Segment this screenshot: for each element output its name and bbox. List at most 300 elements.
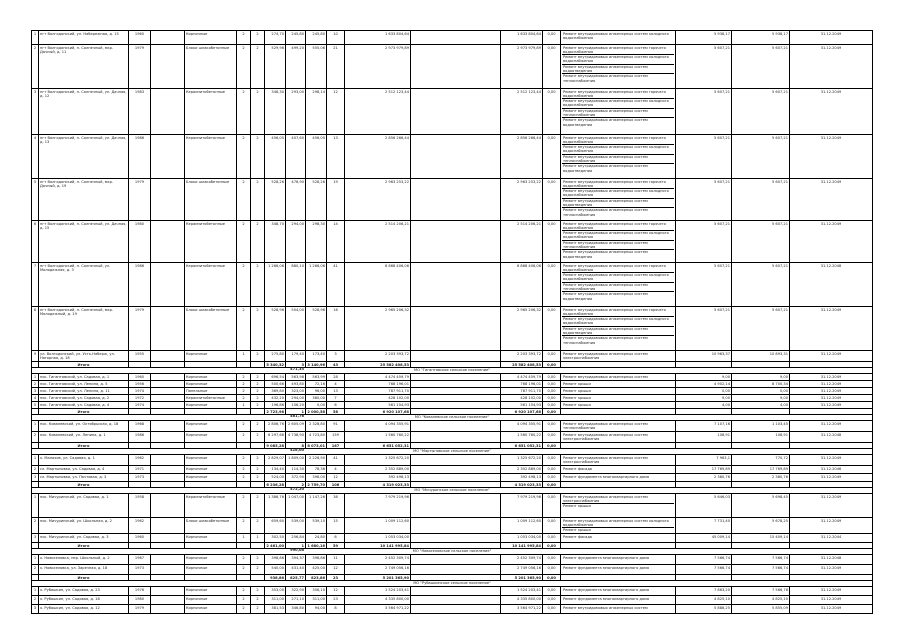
work-item: Ремонт внутридомовых инженерных систем горячего водоснабжения [562, 222, 674, 232]
cell-addr: пос. Гигантовский, ул. Ленина, д. 5 [38, 381, 128, 387]
cell-liv2: 425,00 [305, 565, 326, 574]
cell-lim: 5 855,09 [731, 605, 789, 613]
cell-cost: 10 963,37 [675, 351, 731, 361]
cell-sum2: 5 201 365,90 [500, 575, 542, 580]
table-row [31, 89, 873, 135]
cell-liv: 1 047,00 [285, 494, 305, 517]
cell-res: 23 [326, 596, 344, 604]
cell-lim [731, 362, 789, 367]
cell-kad [150, 555, 184, 564]
total-row [31, 575, 873, 581]
cell-date: 31.12.2049 [789, 474, 873, 481]
cell-n: 2 [31, 432, 38, 442]
cell-works [560, 565, 675, 574]
cell-liv: 179,40 [285, 351, 305, 361]
cell-date [789, 482, 873, 487]
cell-res: 13 [326, 135, 344, 178]
cell-fl: 2 [236, 474, 250, 481]
cell-cost: 7 731,40 [675, 518, 731, 533]
cell-sum2: 392 498,13 [500, 474, 542, 481]
cell-ent: 2 [250, 474, 264, 481]
cell-year: 1979 [128, 307, 150, 350]
cell-n: 9 [31, 351, 38, 361]
cell-blank [410, 575, 500, 580]
cell-n: 4 [31, 135, 38, 178]
table-row [31, 596, 873, 605]
cell-ent: 2 [250, 605, 264, 613]
cell-blank [410, 351, 500, 361]
cell-date: 31.12.2049 [789, 388, 873, 394]
cell-sum: 4 474 459,79 [344, 374, 410, 380]
cell-year: 1983 [128, 89, 150, 134]
cell-date: 31.12.2049 [789, 587, 873, 595]
cell-date: 31.12.2049 [789, 351, 873, 361]
cell-blank [410, 474, 500, 481]
cell-mat: Кирпичные [184, 421, 236, 431]
cell-liv2: 528,26 [305, 179, 326, 220]
cell-addr: Итого [38, 443, 128, 448]
cell-addr: сл. Мартыновка, ул. Садовая, д. 4 [38, 466, 128, 473]
cell-fl: 2 [236, 494, 250, 517]
cell-fl: 2 [236, 555, 250, 564]
cell-liv2: 72,16 [305, 381, 326, 387]
cell-mat: Кирпичные [184, 534, 236, 542]
cell-lim: 5 607,21 [731, 179, 789, 220]
cell-year: 1979 [128, 45, 150, 88]
cell-mat [184, 362, 236, 367]
cell-addr: х. Рубашкин, ул. Садовая, д. 23 [38, 587, 128, 595]
cell-blank [410, 409, 500, 414]
cell-ent: 2 [250, 421, 264, 431]
cell-addr: Итого [38, 482, 128, 487]
cell-date: 31.12.2049 [789, 135, 873, 178]
work-item: Ремонт внутридомовых инженерных систем теплоснабжения [562, 241, 674, 251]
cell-date: 31.12.2049 [789, 421, 873, 431]
work-item: Ремонт фундамента многоквартирного дома [563, 565, 650, 570]
cell-year: 1979 [128, 605, 150, 613]
cell-fl [236, 543, 250, 548]
cell-liv2: 823,86 [305, 575, 326, 580]
cell-cost: 108,91 [675, 432, 731, 442]
section-header: МО "Новоселовское сельское поселение" [31, 549, 873, 555]
cell-addr: пгт Волгодонский, п. Солнечный, мкр. Дачный, д. 11 [38, 45, 128, 88]
cell-mat: Кирпичные [184, 402, 236, 408]
work-item: Ремонт внутридомовых инженерных систем горячего водоснабжения [562, 308, 674, 318]
cell-n: 3 [31, 534, 38, 542]
cell-mat: Кирпичные [184, 605, 236, 613]
cell-fl [236, 443, 250, 448]
cell-sum: 2 514 206,21 [344, 221, 410, 262]
cell-n: 1 [31, 421, 38, 431]
cell-liv2: 2 226,90 [305, 455, 326, 465]
cell-liv2: 2 000,58 [305, 409, 326, 414]
cell-sum: 5 201 365,90 [344, 575, 410, 580]
cell-res: 8 [326, 605, 344, 613]
cell-sum2: 2 965 206,32 [500, 307, 542, 350]
cell-addr: пос. Ковалевский, ул. Октябрьская, д. 18 [38, 421, 128, 431]
table-row [31, 374, 873, 381]
cell-date: 31.12.2049 [789, 565, 873, 574]
cell-rs: 0,00 [542, 565, 560, 574]
cell-sum2: 1 560 760,22 [500, 432, 542, 442]
cell-blank [410, 565, 500, 574]
cell-liv: 293,00 [285, 89, 305, 134]
cell-ent: 2 [250, 381, 264, 387]
cell-area: 696,54 [264, 374, 285, 380]
work-item: Ремонт внутридомовых инженерных систем теплоснабжения [563, 421, 648, 430]
cell-area: 540,00 [264, 565, 285, 574]
cell-year: 1979 [128, 179, 150, 220]
cell-ent: 2 [250, 555, 264, 564]
cell-liv: 346,80 [285, 605, 305, 613]
cell-mat: Панельные [184, 388, 236, 394]
cell-lim [731, 443, 789, 448]
cell-liv: 2 605,09 [285, 421, 305, 431]
cell-sum2: 4 335 800,00 [500, 596, 542, 604]
cell-works [560, 596, 675, 604]
cell-res: 13 [326, 388, 344, 394]
cell-addr: пос. Гигантовский, ул. Садовая, д. 1 [38, 374, 128, 380]
work-item: Ремонт фасада [563, 534, 593, 539]
cell-res: 106 [326, 482, 344, 487]
table-row [31, 45, 873, 89]
cell-fl: 2 [236, 45, 250, 88]
cell-rs: 0,00 [542, 605, 560, 613]
work-item: Ремонт внутридомовых инженерных систем водоотведения [562, 199, 674, 209]
work-item: Ремонт внутридомовых инженерных систем теплоснабжения [562, 109, 674, 119]
cell-blank [410, 455, 500, 465]
work-item: Ремонт внутридомовых инженерных систем водоотведения [562, 65, 674, 75]
cell-sum: 6 920 107,68 [344, 409, 410, 414]
cell-liv: 294,00 [285, 395, 305, 401]
cell-kad [150, 605, 184, 613]
cell-liv2: 311,00 [305, 596, 326, 604]
cell-liv: 539,00 [285, 518, 305, 533]
cell-ent: 2 [250, 307, 264, 350]
cell-kad [150, 474, 184, 481]
cell-works [560, 587, 675, 595]
cell-ent: 2 [250, 374, 264, 380]
cell-works [560, 351, 675, 361]
cell-res: 4 [326, 466, 344, 473]
cell-lim [731, 482, 789, 487]
cell-blank [410, 381, 500, 387]
cell-date: 31.12.2049 [789, 455, 873, 465]
work-item: Ремонт внутридомовых инженерных систем холодного водоснабжения [562, 231, 674, 241]
cell-liv: 2 472,20 [285, 482, 305, 487]
cell-works [560, 482, 675, 487]
cell-sum: 2 749 056,16 [344, 565, 410, 574]
cell-fl: 1 [236, 402, 250, 408]
cell-liv2: 8 073,01 [305, 443, 326, 448]
cell-date [789, 409, 873, 414]
cell-addr: х. Малахов, ул. Садовая, д. 1 [38, 455, 128, 465]
cell-fl [236, 409, 250, 414]
cell-addr: пгт Волгодонский, п. Солнечный, мкр. Молодежный, д. 19 [38, 307, 128, 350]
cell-works [560, 455, 675, 465]
cell-sum: 2 963 253,22 [344, 179, 410, 220]
cell-lim [731, 543, 789, 548]
cell-n: 1 [31, 555, 38, 564]
cell-kad [150, 89, 184, 134]
cell-sum2: 2 749 056,16 [500, 565, 542, 574]
cell-n [31, 575, 38, 580]
section-header: МО "Рубашкинское сельское поселение" [31, 581, 873, 587]
cell-area: 432,20 [264, 395, 285, 401]
cell-res: 3 [326, 351, 344, 361]
cell-res: 41 [326, 455, 344, 465]
cell-year: 1980 [128, 596, 150, 604]
cell-lim: 5 607,21 [731, 221, 789, 262]
cell-ent: 2 [250, 565, 264, 574]
cell-year: 1960 [128, 374, 150, 380]
cell-liv2: 245,80 [305, 31, 326, 44]
cell-area: 5 340,32 [264, 362, 285, 367]
cell-sum2: 7 979 219,96 [500, 494, 542, 517]
cell-addr: пос. Мичуринский, ул. Садовая, д. 1 [38, 494, 128, 517]
cell-addr: пгт Волгодонский, ул. Набережная, д. 15 [38, 31, 128, 44]
cell-cost: 5 607,21 [675, 221, 731, 262]
cell-sum: 1 524 203,41 [344, 587, 410, 595]
cell-liv2: 456,05 [305, 135, 326, 178]
cell-cost [675, 482, 731, 487]
cell-sum2: 2 203 393,72 [500, 351, 542, 361]
cell-ent [250, 575, 264, 580]
cell-liv: 256,84 [285, 534, 305, 542]
cell-sum2: 428 102,00 [500, 395, 542, 401]
cell-liv2: 3 140,96 [305, 362, 326, 367]
cell-blank [410, 89, 500, 134]
cell-liv2: 563,99 [305, 374, 326, 380]
cell-area: 353,00 [264, 587, 285, 595]
cell-sum: 7 979 219,96 [344, 494, 410, 517]
cell-n: 1 [31, 455, 38, 465]
cell-blank [410, 432, 500, 442]
work-item: Ремонт внутридомовых инженерных систем горячего водоснабжения [562, 46, 674, 56]
cell-liv2: 94,00 [305, 605, 326, 613]
work-item: Ремонт внутридомовых инженерных систем холодного водоснабжения [562, 99, 674, 109]
cell-addr: сл. Мартыновка, ул. Почтовая, д. 3 [38, 474, 128, 481]
cell-ent: 2 [250, 45, 264, 88]
cell-year: 1986 [128, 432, 150, 442]
cell-fl: 2 [236, 395, 250, 401]
cell-liv: 1 809,00 [285, 455, 305, 465]
cell-works [560, 221, 675, 262]
cell-rs: 0,00 [542, 555, 560, 564]
cell-fl: 2 [236, 605, 250, 613]
work-item: Ремонт внутридомовых инженерных систем водоотведения [563, 164, 648, 173]
cell-sum2: 1 524 203,41 [500, 587, 542, 595]
cell-works [560, 135, 675, 178]
work-item: Ремонт внутридомовых инженерных систем водоотведения [563, 118, 648, 127]
cell-blank [410, 362, 500, 367]
cell-addr: х. Рубашкин, ул. Садовая, д. 12 [38, 605, 128, 613]
cell-sum2: 8 868 406,06 [500, 263, 542, 306]
work-item: Ремонт внутридомовых инженерных систем водоотведения [563, 250, 648, 259]
cell-sum: 2 965 206,32 [344, 307, 410, 350]
cell-lim: 4 825,10 [731, 596, 789, 604]
cell-sum: 1 053 034,00 [344, 534, 410, 542]
cell-area: 529,96 [264, 45, 285, 88]
cell-kad [150, 482, 184, 487]
cell-blank [410, 179, 500, 220]
cell-lim: 4,00 [731, 402, 789, 408]
cell-fl: 2 [236, 455, 250, 465]
cell-kad [150, 534, 184, 542]
cell-rs: 0,00 [542, 543, 560, 548]
cell-sum2: 3 564 971,22 [500, 605, 542, 613]
cell-year: 1973 [128, 565, 150, 574]
cell-liv: 431,40 [285, 565, 305, 574]
cell-blank [410, 534, 500, 542]
cell-rs: 0,00 [542, 482, 560, 487]
cell-liv: 8 416,00 [285, 443, 305, 448]
cell-liv2: 2 328,80 [305, 421, 326, 431]
table-row [31, 565, 873, 575]
cell-sum2: 2 963 253,22 [500, 179, 542, 220]
work-item: Ремонт внутридомовых инженерных систем горячего водоснабжения [562, 180, 674, 190]
cell-area: 2 806,76 [264, 421, 285, 431]
work-item: Ремонт внутридомовых инженерных систем холодного водоснабжения [562, 273, 674, 283]
cell-area: 275,80 [264, 351, 285, 361]
cell-res: 11 [326, 555, 344, 564]
cell-area: 9 085,28 [264, 443, 285, 448]
cell-sum2: 1 325 672,20 [500, 455, 542, 465]
cell-addr: пос. Мичуринский, ул. Школьная, д. 2 [38, 518, 128, 533]
cell-mat: Кирпичные [184, 474, 236, 481]
cell-year [128, 409, 150, 414]
cell-liv2: 555,06 [305, 45, 326, 88]
cell-sum: 2 973 979,89 [344, 45, 410, 88]
cell-res: 12 [326, 565, 344, 574]
cell-liv2: 78,36 [305, 466, 326, 473]
register-table [31, 30, 873, 614]
cell-fl [236, 482, 250, 487]
cell-works [560, 494, 675, 517]
cell-sum: 2 452 309,74 [344, 555, 410, 564]
cell-liv: 476,90 [285, 179, 305, 220]
table-row [31, 455, 873, 466]
cell-blank [410, 605, 500, 613]
cell-res: 159 [326, 432, 344, 442]
cell-liv2: 360,00 [305, 395, 326, 401]
table-row [31, 221, 873, 263]
cell-liv: 1 461,76 [285, 409, 305, 414]
cell-liv2: 298,30 [305, 221, 326, 262]
cell-fl: 2 [236, 89, 250, 134]
work-item: Ремонт внутридомовых инженерных систем горячего водоснабжения [562, 264, 674, 274]
cell-sum2: 4 094 355,91 [500, 421, 542, 431]
cell-date: 31.12.2049 [789, 381, 873, 387]
cell-rs: 0,00 [542, 455, 560, 465]
cell-area: 456,05 [264, 135, 285, 178]
cell-mat: Кирпичные [184, 565, 236, 574]
cell-area: 2 723,98 [264, 409, 285, 414]
cell-n: 5 [31, 179, 38, 220]
cell-sum: 25 582 408,53 [344, 362, 410, 367]
cell-kad [150, 45, 184, 88]
cell-ent: 2 [250, 89, 264, 134]
cell-sum: 3 564 971,22 [344, 605, 410, 613]
cell-date: 31.12.2048 [789, 432, 873, 442]
cell-rs: 0,00 [542, 443, 560, 448]
cell-liv2: 398,00 [305, 474, 326, 481]
cell-liv: 271,10 [285, 596, 305, 604]
cell-n: 2 [31, 565, 38, 574]
cell-rs: 0,00 [542, 534, 560, 542]
cell-lim: 15 409,14 [731, 534, 789, 542]
cell-area: 398,86 [264, 555, 285, 564]
cell-area: 524,00 [264, 474, 285, 481]
section-header: МО "Мартыновское сельское поселение" [31, 449, 873, 455]
cell-lim: 5 607,21 [731, 307, 789, 350]
cell-cost: 4 825,10 [675, 596, 731, 604]
cell-sum: 428 102,00 [344, 395, 410, 401]
cell-year: 1960 [128, 534, 150, 542]
cell-lim: 2 380,76 [731, 474, 789, 481]
cell-cost: 5 646,03 [675, 494, 731, 517]
cell-sum: 4 319 023,33 [344, 482, 410, 487]
cell-liv2: 4 723,80 [305, 432, 326, 442]
cell-date: 31.12.2049 [789, 605, 873, 613]
cell-date: 31.12.2049 [789, 395, 873, 401]
table-row [31, 518, 873, 534]
work-item: Ремонт внутридомовых инженерных систем электроснабжения [562, 495, 674, 505]
cell-date: 31.12.2044 [789, 534, 873, 542]
cell-mat: Кирпичные [184, 374, 236, 380]
cell-mat: Блоки шлакобетонные [184, 307, 236, 350]
cell-ent: 2 [250, 135, 264, 178]
work-item: Ремонт фундамента многоквартирного дома [563, 587, 650, 592]
cell-res: 59 [326, 543, 344, 548]
cell-blank [410, 555, 500, 564]
cell-fl: 2 [236, 179, 250, 220]
cell-sum: 1 633 804,64 [344, 31, 410, 44]
cell-kad [150, 494, 184, 517]
cell-fl: 2 [236, 135, 250, 178]
cell-area: 528,96 [264, 307, 285, 350]
cell-res: 10 [326, 31, 344, 44]
cell-works [560, 605, 675, 613]
cell-ent [250, 362, 264, 367]
section-header: МО "Мичуринское сельское поселение" [31, 488, 873, 494]
cell-area: 381,53 [264, 605, 285, 613]
cell-works [560, 31, 675, 44]
cell-liv: 3 471,35 [285, 362, 305, 367]
cell-year: 1968 [128, 421, 150, 431]
cell-lim: 770,72 [731, 455, 789, 465]
table-row [31, 534, 873, 543]
cell-rs: 0,00 [542, 494, 560, 517]
cell-n: 5 [31, 402, 38, 408]
cell-n: 2 [31, 45, 38, 88]
cell-n: 2 [31, 381, 38, 387]
work-item: Ремонт внутридомовых инженерных систем водоотведения [562, 327, 674, 337]
cell-liv: 394,37 [285, 555, 305, 564]
cell-sum2: 4 474 459,79 [500, 374, 542, 380]
cell-kad [150, 518, 184, 533]
cell-cost: 5 888,25 [675, 605, 731, 613]
cell-year: 1971 [128, 466, 150, 473]
cell-year: 1960 [128, 31, 150, 44]
work-item: Ремонт крыши [563, 504, 591, 509]
cell-n: 4 [31, 395, 38, 401]
cell-res: 7 [326, 395, 344, 401]
table-row [31, 381, 873, 388]
table-row [31, 135, 873, 179]
cell-kad [150, 362, 184, 367]
cell-fl: 1 [236, 351, 250, 361]
